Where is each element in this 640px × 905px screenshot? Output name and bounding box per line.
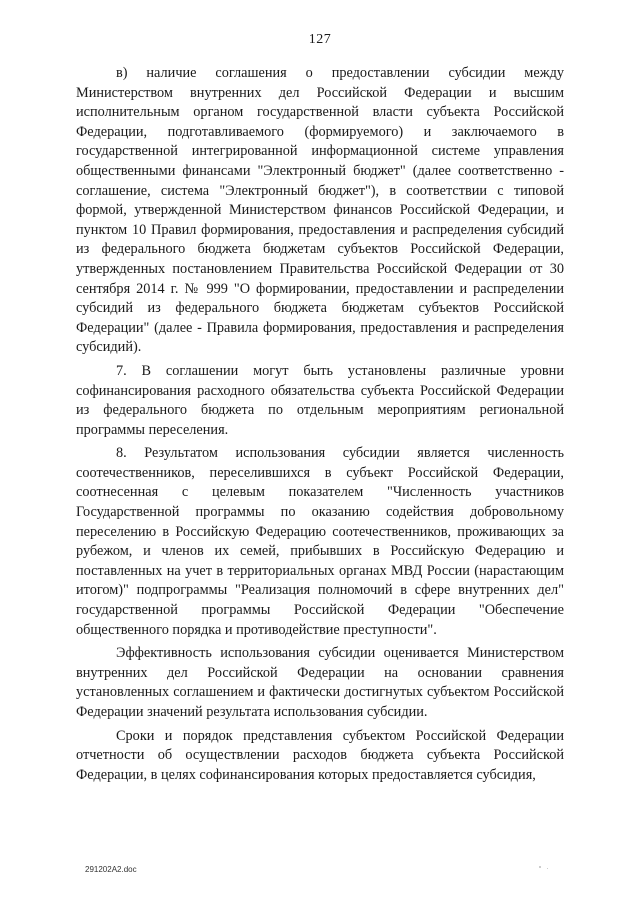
page-number: 127 [308, 32, 332, 47]
paragraph-reporting-terms: Сроки и порядок представления субъектом Российской Федерации отчетности об осуществлении расходов бюджета субъекта Российской Федерации, в целях софинансирования которых предоставляется субсидия, [76, 727, 564, 783]
paragraph-item-7: 7. В соглашении могут быть установлены различные уровни софинансирования расходного обязательства субъекта Российской Федерации из федерального бюджета по отдельным мероприятиям региональной программы переселения. [76, 362, 564, 438]
document-body [76, 64, 564, 789]
paragraph-effectiveness: Эффективность использования субсидии оценивается Министерством внутренних дел Российской Федерации на основании сравнения установленных соглашением и фактически достигнутых субъектом Российской Федерации значений результата использования субсидии. [76, 645, 564, 720]
footer-file-name: 291202A2.doc [85, 865, 137, 874]
scan-speck [539, 866, 541, 868]
paragraph-item-8: 8. Результатом использования субсидии является численность соотечественников, переселившихся в субъект Российской Федерации, соотнесенная с целевым показателем "Численность участников Государственной программы по оказанию содействия добровольному переселению в Российскую Федерацию соотечественников, проживающих за рубежом, и членов их семей, прибывших в Российскую Федерацию и поставленных на учет в территориальных органах МВД России (нарастающим итогом)" подпрограммы "Реализация полномочий в сфере внутренних дел" государственной программы Российской Федерации "Обеспечение общественного порядка и противодействие преступности". [76, 445, 564, 638]
scan-speck [547, 868, 548, 869]
paragraph-item-v: в) наличие соглашения о предоставлении субсидии между Министерством внутренних дел Российской Федерации и высшим исполнительным органом государственной власти субъекта Российской Федерации, подготавливаемого (формируемого) и заключаемого в государственной интегрированной информационной системе управления общественными финансами "Электронный бюджет" (далее соответственно - соглашение, система "Электронный бюджет"), в соответствии с типовой формой, утвержденной Министерством финансов Российской Федерации, и пунктом 10 Правил формирования, предоставления и распределения субсидий из федерального бюджета бюджетам субъектов Российской Федерации, утвержденных постановлением Правительства Российской Федерации от 30 сентября 2014 г. № 999 "О формировании, предоставлении и распределении субсидий из федерального бюджета бюджетам субъектов Российской Федерации" (далее - Правила формирования, предоставления и распределения субсидий). [76, 65, 564, 356]
